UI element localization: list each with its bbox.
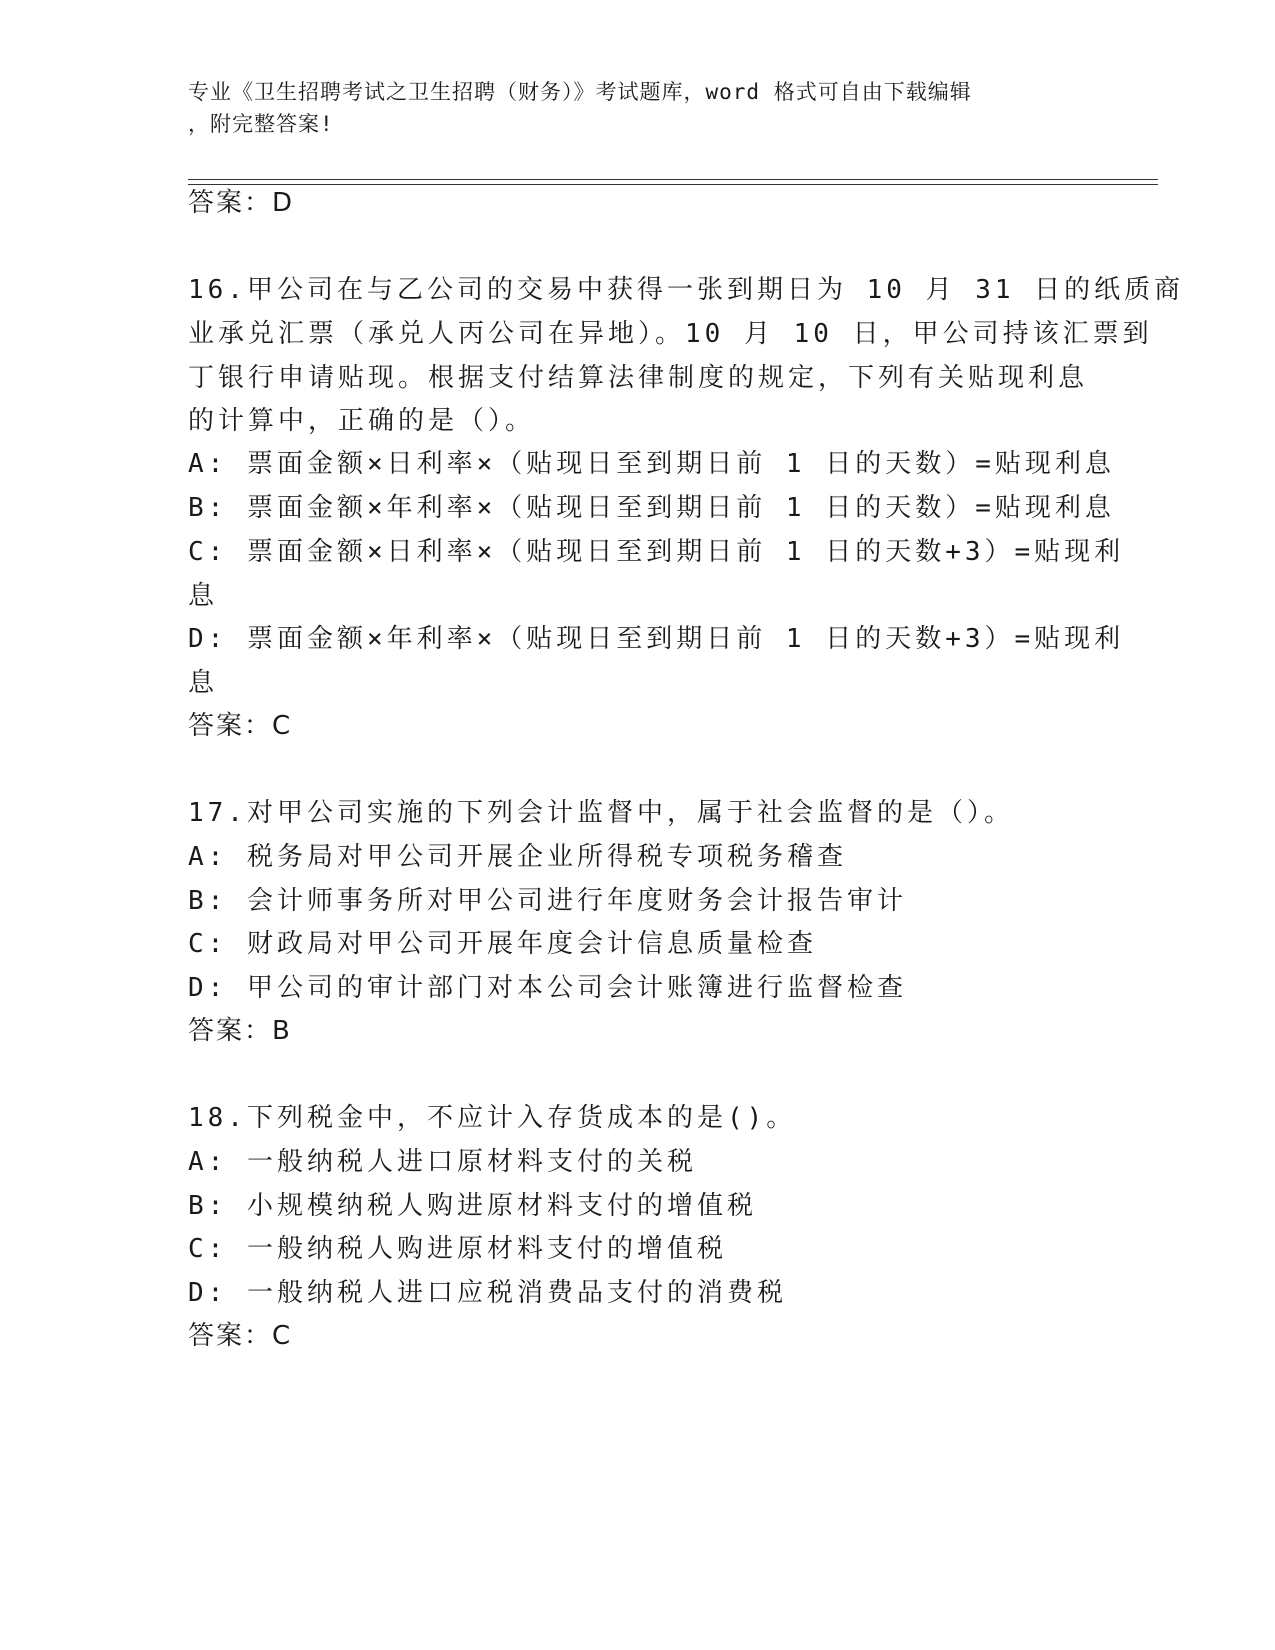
- question-18-option-d: D: 一般纳税人进口应税消费品支付的消费税: [188, 1278, 787, 1308]
- header-line-2: ，附完整答案!: [188, 112, 334, 136]
- header-divider-thin: [188, 184, 1158, 185]
- previous-answer: 答案：D: [188, 188, 295, 218]
- question-16-line-3: 丁银行申请贴现。根据支付结算法律制度的规定，下列有关贴现利息: [188, 363, 1089, 393]
- question-16-option-c: C: 票面金额×日利率×（贴现日至到期日前 1 日的天数+3）=贴现利: [188, 537, 1125, 567]
- question-17-line-1: 17.对甲公司实施的下列会计监督中，属于社会监督的是（）。: [188, 798, 1014, 828]
- question-16-option-d: D: 票面金额×年利率×（贴现日至到期日前 1 日的天数+3）=贴现利: [188, 624, 1125, 654]
- question-16-option-c-cont: 息: [188, 581, 219, 611]
- question-18-option-b: B: 小规模纳税人购进原材料支付的增值税: [188, 1191, 757, 1221]
- header-divider: [188, 179, 1158, 180]
- question-18-answer: 答案：C: [188, 1321, 293, 1351]
- question-18-option-c: C: 一般纳税人购进原材料支付的增值税: [188, 1234, 727, 1264]
- question-16-line-1: 16.甲公司在与乙公司的交易中获得一张到期日为 10 月 31 日的纸质商: [188, 275, 1185, 305]
- question-17-answer: 答案：B: [188, 1016, 292, 1046]
- question-17-option-b: B: 会计师事务所对甲公司进行年度财务会计报告审计: [188, 886, 907, 916]
- question-16-option-a: A: 票面金额×日利率×（贴现日至到期日前 1 日的天数）=贴现利息: [188, 449, 1115, 479]
- header-line-1: 专业《卫生招聘考试之卫生招聘（财务）》考试题库，word 格式可自由下载编辑: [188, 80, 972, 104]
- question-16-option-b: B: 票面金额×年利率×（贴现日至到期日前 1 日的天数）=贴现利息: [188, 493, 1115, 523]
- question-18-line-1: 18.下列税金中，不应计入存货成本的是()。: [188, 1103, 797, 1133]
- question-17-option-c: C: 财政局对甲公司开展年度会计信息质量检查: [188, 929, 817, 959]
- question-18-option-a: A: 一般纳税人进口原材料支付的关税: [188, 1147, 697, 1177]
- question-16-answer: 答案：C: [188, 711, 293, 741]
- question-17-option-a: A: 税务局对甲公司开展企业所得税专项税务稽查: [188, 842, 847, 872]
- question-16-line-2: 业承兑汇票（承兑人丙公司在异地）。10 月 10 日，甲公司持该汇票到: [188, 319, 1153, 349]
- question-16-option-d-cont: 息: [188, 668, 219, 698]
- question-16-line-4: 的计算中，正确的是（）。: [188, 406, 536, 436]
- question-17-option-d: D: 甲公司的审计部门对本公司会计账簿进行监督检查: [188, 973, 907, 1003]
- document-header: [188, 76, 1088, 140]
